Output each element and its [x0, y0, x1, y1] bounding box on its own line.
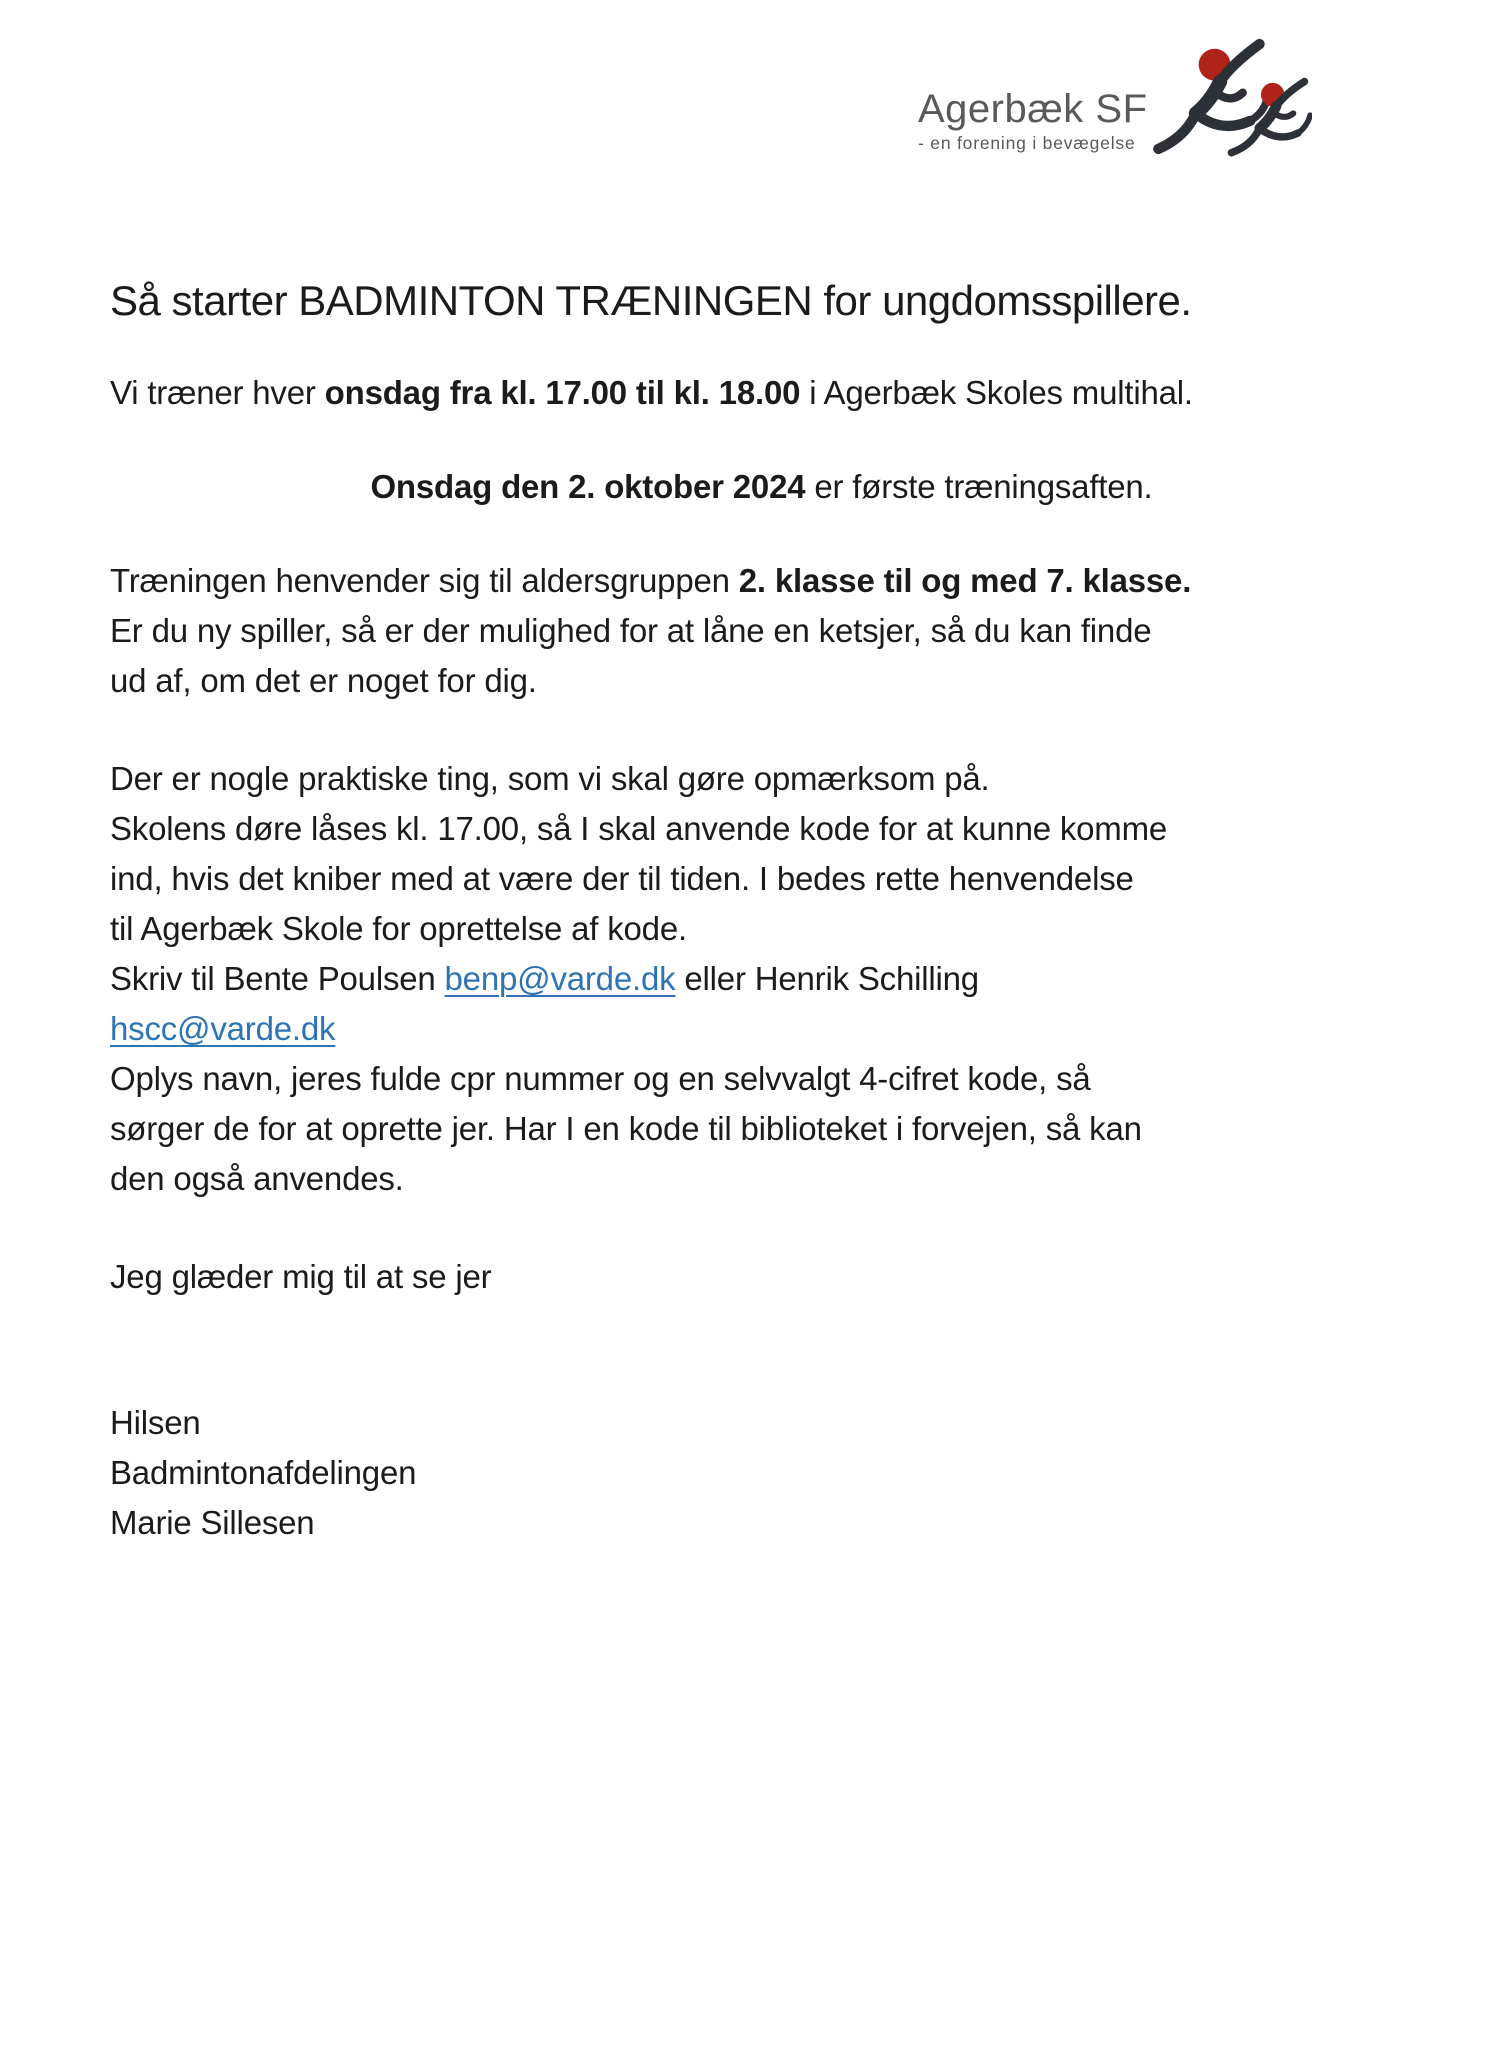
text-segment: Skriv til Bente Poulsen: [110, 960, 445, 998]
letter-title: Så starter BADMINTON TRÆNINGEN for ungdomsspillere.: [110, 277, 1192, 324]
club-tagline: - en forening i bevægelse: [918, 133, 1136, 153]
text-segment: til Agerbæk Skole for oprettelse af kode.: [110, 910, 687, 948]
text-segment: Oplys navn, jeres fulde cpr nummer og en selvvalgt 4-cifret kode, så: [110, 1060, 1091, 1098]
first-session-line: [110, 462, 1413, 512]
text-segment: Vi træner hver: [110, 374, 325, 412]
club-name: Agerbæk SF: [918, 87, 1148, 131]
email-link[interactable]: hscc@varde.dk: [110, 1010, 336, 1048]
text-segment: i Agerbæk Skoles multihal.: [800, 374, 1193, 412]
text-segment: Badmintonafdelingen: [110, 1454, 417, 1492]
text-segment: Jeg glæder mig til at se jer: [110, 1258, 492, 1296]
two-runners-icon: [1134, 36, 1312, 172]
text-segment: den også anvendes.: [110, 1160, 404, 1198]
text-segment: sørger de for at oprette jer. Har I en kode til biblioteket i forvejen, så kan: [110, 1110, 1142, 1148]
bold-text-segment: Onsdag den 2. oktober 2024: [370, 468, 806, 506]
text-segment: Er du ny spiller, så er der mulighed for at låne en ketsjer, så du kan finde: [110, 612, 1152, 650]
email-link[interactable]: benp@varde.dk: [444, 960, 676, 998]
text-segment: Hilsen: [110, 1404, 201, 1442]
text-segment: Træningen henvender sig til aldersgruppen: [110, 562, 739, 600]
club-logo: [918, 36, 1312, 172]
signature-block: [110, 1398, 1413, 1548]
bold-text-segment: 2. klasse til og med 7. klasse.: [738, 562, 1192, 600]
text-segment: ud af, om det er noget for dig.: [110, 662, 537, 700]
practical-info-paragraph: [110, 754, 1413, 1204]
text-segment: Marie Sillesen: [110, 1504, 315, 1542]
closing-line: [110, 1252, 1413, 1302]
text-segment: er første træningsaften.: [805, 468, 1153, 506]
text-segment: Der er nogle praktiske ting, som vi skal gøre opmærksom på.: [110, 760, 990, 798]
bold-text-segment: onsdag fra kl. 17.00 til kl. 18.00: [324, 374, 801, 412]
text-segment: eller Henrik Schilling: [675, 960, 979, 998]
target-group-paragraph: [110, 556, 1413, 706]
text-segment: Skolens døre låses kl. 17.00, så I skal anvende kode for at kunne komme: [110, 810, 1168, 848]
club-logo-text: [918, 88, 1148, 154]
text-segment: ind, hvis det kniber med at være der til tiden. I bedes rette henvendelse: [110, 860, 1134, 898]
intro-paragraph: [110, 368, 1413, 418]
